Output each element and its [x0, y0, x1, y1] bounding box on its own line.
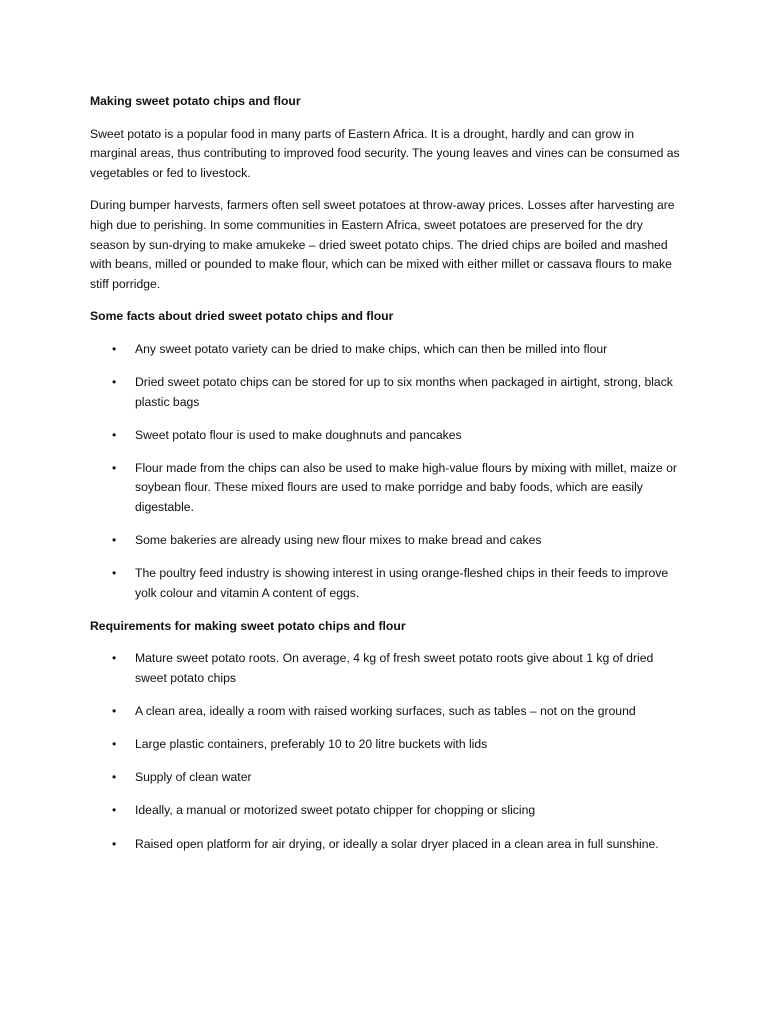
list-item — [90, 649, 682, 688]
list-item-text: Dried sweet potato chips can be stored for up to six months when packaged in airtight, strong, black plastic bags — [135, 375, 673, 409]
list-item — [90, 531, 682, 551]
list-item — [90, 801, 682, 821]
list-item — [90, 373, 682, 412]
bullet-icon: • — [112, 737, 117, 752]
document-body — [90, 92, 682, 868]
list-item — [90, 459, 682, 518]
list-item-text: Large plastic containers, preferably 10 to 20 litre buckets with lids — [135, 737, 488, 752]
bullet-icon: • — [112, 375, 117, 390]
facts-list — [90, 340, 682, 603]
list-item — [90, 768, 682, 788]
intro-paragraph-1: Sweet potato is a popular food in many parts of Eastern Africa. It is a drought, hardly and can grow in marginal areas, thus contributing to improved food security. The young leaves and vines can be consumed as vegetables or fed to livestock. — [90, 126, 680, 180]
list-item-text: A clean area, ideally a room with raised working surfaces, such as tables – not on the ground — [135, 704, 636, 719]
list-item — [90, 564, 682, 603]
list-item-text: Supply of clean water — [135, 770, 252, 785]
list-item-text: Flour made from the chips can also be used to make high-value flours by mixing with millet, maize or soybean flour. These mixed flours are used to make porridge and baby foods, which are easily digestable. — [135, 460, 677, 514]
list-item — [90, 702, 682, 722]
bullet-icon: • — [112, 460, 117, 475]
requirements-list — [90, 649, 682, 854]
list-item-text: Any sweet potato variety can be dried to make chips, which can then be milled into flour — [135, 341, 608, 356]
list-item-text: Sweet potato flour is used to make doughnuts and pancakes — [135, 427, 462, 442]
bullet-icon: • — [112, 566, 117, 581]
list-item-text: Some bakeries are already using new flour mixes to make bread and cakes — [135, 533, 542, 548]
bullet-icon: • — [112, 704, 117, 719]
bullet-icon: • — [112, 533, 117, 548]
intro-paragraph-2: During bumper harvests, farmers often sell sweet potatoes at throw-away prices. Losses after harvesting are high due to perishing. In some communities in Eastern Africa, sweet potatoes are preserved for the dry season by sun-drying to make amukeke – dried sweet potato chips. The dried chips are boiled and mashed with beans, milled or pounded to make flour, which can be mixed with either millet or cassava flours to make stiff porridge. — [90, 198, 675, 291]
bullet-icon: • — [112, 836, 117, 851]
list-item — [90, 835, 682, 855]
list-item-text: Ideally, a manual or motorized sweet potato chipper for chopping or slicing — [135, 803, 536, 818]
bullet-icon: • — [112, 770, 117, 785]
bullet-icon: • — [112, 651, 117, 666]
list-item — [90, 426, 682, 446]
list-item — [90, 735, 682, 755]
list-item-text: Raised open platform for air drying, or ideally a solar dryer placed in a clean area in full sunshine. — [135, 836, 659, 851]
list-item-text: The poultry feed industry is showing interest in using orange-fleshed chips in their feeds to improve yolk colour and vitamin A content of eggs. — [135, 566, 669, 600]
list-item — [90, 340, 682, 360]
list-item-text: Mature sweet potato roots. On average, 4 kg of fresh sweet potato roots give about 1 kg of dried sweet potato chips — [135, 651, 654, 686]
document-title: Making sweet potato chips and flour — [90, 94, 301, 108]
requirements-heading: Requirements for making sweet potato chips and flour — [90, 618, 406, 633]
bullet-icon: • — [112, 427, 117, 442]
facts-heading: Some facts about dried sweet potato chips and flour — [90, 309, 394, 324]
bullet-icon: • — [112, 341, 117, 356]
bullet-icon: • — [112, 803, 117, 818]
